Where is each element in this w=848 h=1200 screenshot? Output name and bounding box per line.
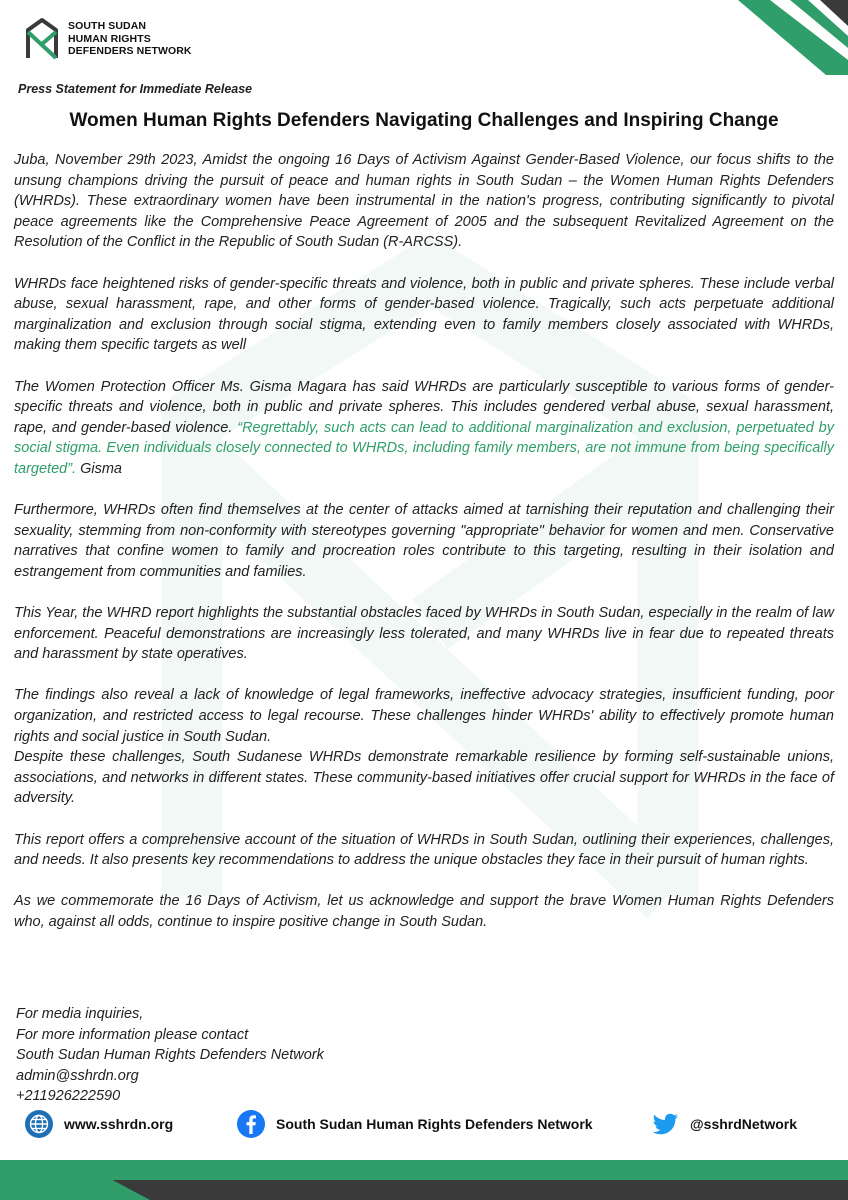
bottom-decoration (0, 1152, 848, 1200)
logo-line: DEFENDERS NETWORK (68, 45, 192, 58)
page-title: Women Human Rights Defenders Navigating Challenges and Inspiring Change (69, 110, 779, 131)
twitter-bird-icon (650, 1109, 680, 1139)
social-bar (0, 1107, 848, 1141)
contact-line: For more information please contact (16, 1026, 249, 1043)
contact-block (16, 1004, 324, 1107)
website-text: www.sshrdn.org (64, 1116, 174, 1132)
paragraph: This report offers a comprehensive account of the situation of WHRDs in South Sudan, outlining their experiences, challenges, and needs. It also presents key recommendations to address the unique obstacles they face in their pursuit of human rights. (14, 831, 834, 869)
paragraph: The findings also reveal a lack of knowledge of legal frameworks, ineffective advocacy strategies, insufficient funding, poor organization, and restricted access to legal recourse. These challenges hinder WHRDs' ability to effectively promote human rights and social justice in South Sudan. (14, 687, 834, 745)
paragraph: Juba, November 29th 2023, Amidst the ongoing 16 Days of Activism Against Gender-Based Violence, our focus shifts to the unsung champions driving the pursuit of peace and human rights in South Sudan – the Women Human Rights Defenders (WHRDs). These extraordinary women have been instrumental in the nation's progress, contributing significantly to pivotal peace agreements like the Comprehensive Peace Agreement of 2005 and the subsequent Revitalized Agreement on the Resolution of the Conflict in the Republic of South Sudan (R-ARCSS). (14, 152, 834, 251)
statement-body (14, 150, 834, 953)
logo-line: SOUTH SUDAN (68, 20, 147, 33)
logo-text (68, 20, 192, 58)
quote-attribution: Gisma (76, 460, 122, 477)
paragraph: Despite these challenges, South Sudanese WHRDs demonstrate remarkable resilience by forming self-sustainable unions, associations, and networks in different states. These community-based initiatives offer crucial support for WHRDs in the face of adversity. (14, 749, 834, 807)
contact-org: South Sudan Human Rights Defenders Network (16, 1047, 324, 1064)
globe-icon (24, 1109, 54, 1139)
website-link[interactable] (24, 1107, 173, 1141)
release-kicker: Press Statement for Immediate Release (18, 82, 253, 96)
contact-line: For media inquiries, (16, 1006, 144, 1022)
facebook-icon (236, 1109, 266, 1139)
paragraph: As we commemorate the 16 Days of Activism, let us acknowledge and support the brave Women Human Rights Defenders who, against all odds, continue to inspire positive change in South Sudan. (14, 893, 834, 930)
sshrdn-logo-icon (22, 16, 62, 62)
facebook-text: South Sudan Human Rights Defenders Network (276, 1116, 593, 1132)
officer-quote: “Regrettably, such acts can lead to additional marginalization and exclusion, perpetuated by social stigma. Even individuals closely connected to WHRDs, including family members, are not immune from being specifically targeted”. (14, 419, 834, 477)
paragraph-lead: The Women Protection Officer Ms. Gisma Magara has said WHRDs are particularly susceptible to various forms of gender-specific threats and violence, both in public and private spheres. This includes gendered verbal abuse, sexual harassment, rape, and gender-based violence. (14, 378, 834, 436)
logo-line: HUMAN RIGHTS (68, 32, 151, 45)
corner-decoration (698, 0, 848, 75)
contact-phone[interactable]: +211926222590 (16, 1088, 121, 1105)
paragraph: WHRDs face heightened risks of gender-specific threats and violence, both in public and private spheres. These include verbal abuse, sexual harassment, rape, and other forms of gender-based violence. Tragically, such acts perpetuate additional marginalization and exclusion through social stigma, extending even to family members closely associated with WHRDs, making them specific targets as well (14, 275, 834, 354)
org-logo (22, 16, 192, 62)
twitter-link[interactable] (650, 1107, 797, 1141)
paragraph (14, 377, 834, 480)
paragraph: Furthermore, WHRDs often find themselves at the center of attacks aimed at tarnishing their reputation and challenging their sexuality, stemming from non-conformity with stereotypes governing "appropriate" behavior for women and men. Conservative narratives that confine women to family and procreation roles contribute to this targeting, resulting in their isolation and estrangement from communities and families. (14, 502, 834, 580)
twitter-text: @sshrdNetwork (690, 1116, 798, 1132)
facebook-link[interactable] (236, 1107, 593, 1141)
contact-email[interactable]: admin@sshrdn.org (16, 1067, 139, 1084)
paragraph: This Year, the WHRD report highlights the substantial obstacles faced by WHRDs in South Sudan, especially in the realm of law enforcement. Peaceful demonstrations are increasingly less tolerated, and many WHRDs live in fear due to repeated threats and harassment by state operatives. (14, 605, 834, 663)
